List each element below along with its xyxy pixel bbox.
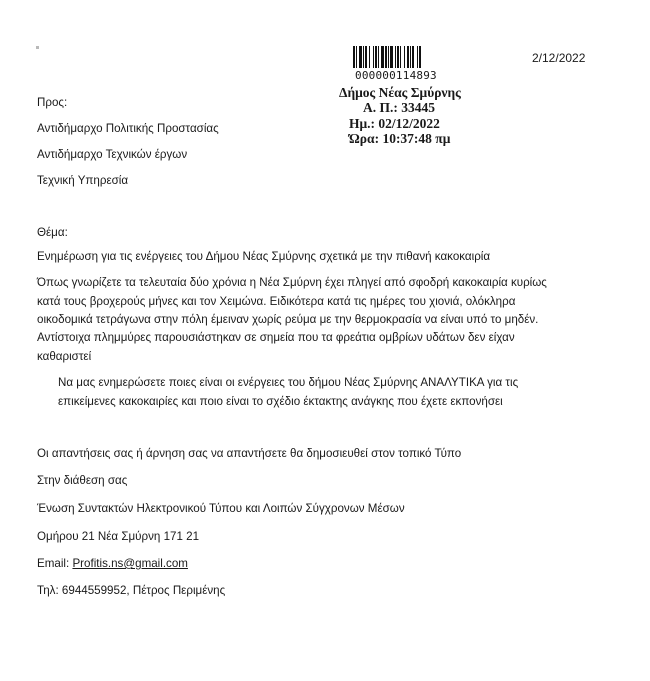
scan-speck: [36, 46, 39, 49]
recipient-3: Τεχνική Υπηρεσία: [37, 174, 129, 187]
barcode-icon: [353, 46, 445, 68]
body-line-3: οικοδομικά τετράγωνα στην πόλη έμειναν χωρίς ρεύμα με την θερμοκρασία να είναι υπό το μηδέν.: [37, 313, 539, 326]
recipient-2: Αντιδήμαρχο Τεχνικών έργων: [37, 148, 188, 161]
subject-label: Θέμα:: [37, 226, 68, 239]
stamp-date: Ημ.: 02/12/2022: [349, 116, 440, 131]
organization-name: Ένωση Συντακτών Ηλεκτρονικού Τύπου και Λοιπών Σύγχρονων Μέσων: [37, 502, 405, 515]
stamp-time: Ώρα: 10:37:48 πμ: [349, 131, 451, 146]
to-label: Προς:: [37, 96, 68, 109]
email-label: Email:: [37, 557, 70, 570]
stamp-barcode-number: 000000114893: [355, 69, 437, 82]
request-line-2: επικείμενες κακοκαιρίες και ποιο είναι το σχέδιο έκτακτης ανάγκης που έχετε εκπονήσει: [58, 395, 503, 408]
phone-text: Τηλ: 6944559952, Πέτρος Περιμένης: [37, 584, 226, 597]
closing-text: Στην διάθεση σας: [37, 474, 128, 487]
stamp-org: Δήμος Νέας Σμύρνης: [339, 85, 461, 100]
protocol-stamp: [325, 42, 485, 182]
body-line-4: Αντίστοιχα πλημμύρες παρουσιάστηκαν σε σημεία που τα φρεάτια ομβρίων υδάτων δεν είχαν: [37, 331, 515, 344]
notice-text: Οι απαντήσεις σας ή άρνηση σας να απαντήσετε θα δημοσιευθεί στον τοπικό Τύπο: [37, 447, 462, 460]
body-line-5: καθαριστεί: [37, 350, 92, 363]
subject-text: Ενημέρωση για τις ενέργειες του Δήμου Νέας Σμύρνης σχετικά με την πιθανή κακοκαιρία: [37, 250, 491, 263]
recipient-1: Αντιδήμαρχο Πολιτικής Προστασίας: [37, 122, 219, 135]
email-line: [37, 557, 188, 571]
email-link[interactable]: Profitis.ns@gmail.com: [72, 557, 188, 570]
stamp-protocol: Α. Π.: 33445: [363, 100, 435, 115]
address-text: Ομήρου 21 Νέα Σμύρνη 171 21: [37, 530, 200, 543]
body-line-2: κατά τους βροχερούς μήνες και τον Χειμώνα. Ειδικότερα κατά τις ημέρες του χιονιά, ολόκληρα: [37, 295, 516, 308]
body-line-1: Όπως γνωρίζετε τα τελευταία δύο χρόνια η Νέα Σμύρνη έχει πληγεί από σφοδρή κακοκαιρία κυρίως: [37, 276, 547, 289]
request-line-1: Να μας ενημερώσετε ποιες είναι οι ενέργειες του δήμου Νέας Σμύρνης ΑΝΑΛΥΤΙΚΑ για τις: [58, 376, 519, 389]
letter-date: 2/12/2022: [532, 51, 586, 65]
